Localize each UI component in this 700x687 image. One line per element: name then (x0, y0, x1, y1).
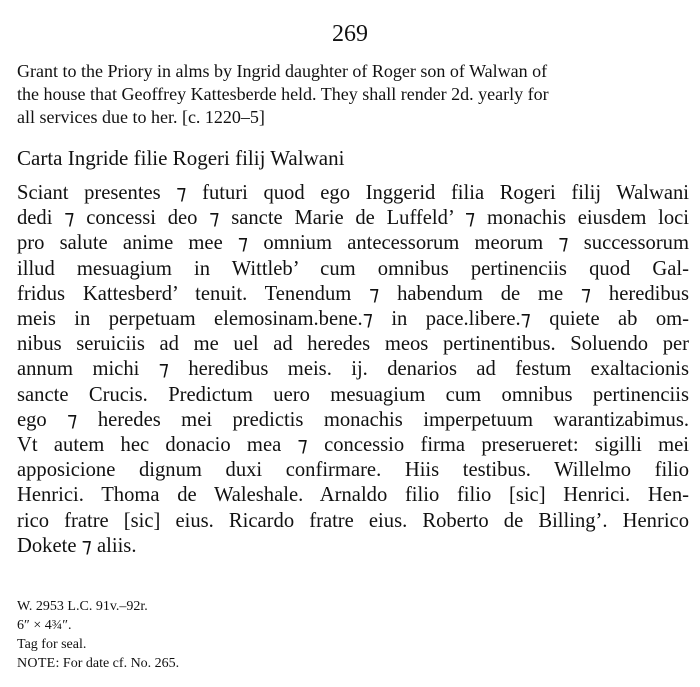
page-number: 269 (332, 21, 368, 47)
body-line: rico fratre [sic] eius. Ricardo fratre eius. Roberto de Billing’. Henrico (17, 509, 689, 532)
body-line: nibus seruiciis ad me uel ad heredes meos pertinentibus. Soluendo per (17, 333, 689, 356)
charter-title: Carta Ingride filie Rogeri filij Walwani (17, 146, 345, 170)
body-line: sancte Crucis. Predictum uero mesuagium cum omnibus pertinenciis (17, 383, 689, 406)
note-label: NOTE (17, 656, 56, 671)
notes-block (17, 597, 179, 673)
body-line: illud mesuagium in Wittleb’ cum omnibus pertinenciis quod Gal- (17, 257, 689, 280)
body-line: annum michi ⁊ heredibus meis. ij. denarios ad festum exaltacionis (17, 358, 689, 381)
charter-text (17, 181, 689, 559)
body-line: Henrici. Thoma de Waleshale. Arnaldo filio filio [sic] Henrici. Hen- (17, 484, 689, 507)
body-line: fridus Kattesberd’ tenuit. Tenendum ⁊ habendum de me ⁊ heredibus (17, 282, 689, 305)
body-line: apposicione dignum duxi confirmare. Hiis testibus. Willelmo filio (17, 459, 689, 482)
body-line: dedi ⁊ concessi deo ⁊ sancte Marie de Luffeld’ ⁊ monachis eiusdem loci (17, 207, 689, 230)
body-line: meis in perpetuam elemosinam.bene.⁊ in pace.libere.⁊ quiete ab om- (17, 308, 689, 331)
date-note (17, 654, 179, 673)
summary-paragraph (17, 60, 689, 129)
seal-note: Tag for seal. (17, 637, 87, 652)
summary-line: all services due to her. [c. 1220–5] (17, 107, 265, 127)
body-line: ego ⁊ heredes mei predictis monachis imperpetuum warantizabimus. (17, 408, 689, 431)
summary-line: Grant to the Priory in alms by Ingrid daughter of Roger son of Walwan of (17, 61, 548, 81)
body-line: Dokete ⁊ aliis. (17, 534, 137, 557)
body-line: Sciant presentes ⁊ futuri quod ego Inggerid filia Rogeri filij Walwani (17, 182, 689, 204)
reference-note: W. 2953 L.C. 91v.–92r. (17, 599, 148, 614)
body-line: Vt autem hec donacio mea ⁊ concessio firma preserueret: sigilli mei (17, 434, 689, 457)
summary-line: the house that Geoffrey Kattesberde held. They shall render 2d. yearly for (17, 84, 549, 104)
body-line: pro salute anime mee ⁊ omnium antecessorum meorum ⁊ successorum (17, 232, 689, 255)
dimensions-note: 6″ × 4¾″. (17, 618, 72, 633)
note-text: : For date cf. No. 265. (55, 656, 180, 671)
